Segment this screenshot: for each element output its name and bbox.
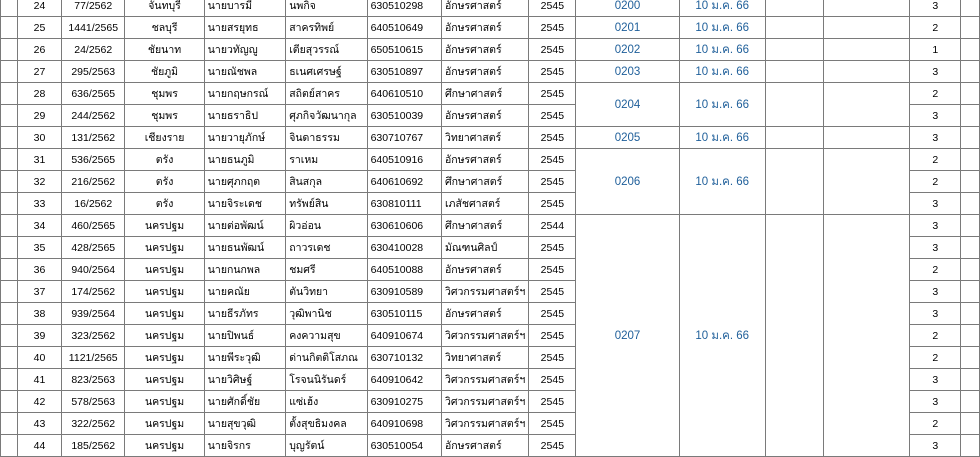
count: 3	[910, 435, 961, 457]
blank-cell	[765, 0, 823, 17]
province: นครปฐม	[125, 391, 204, 413]
faculty: อักษรศาสตร์	[441, 17, 528, 39]
group-date: 10 ม.ค. 66	[679, 61, 765, 83]
group-code: 0200	[576, 0, 679, 17]
blank-cell	[1, 325, 18, 347]
birth-year: 2545	[529, 39, 576, 61]
student-id: 630910589	[367, 281, 441, 303]
student-id: 630510039	[367, 105, 441, 127]
first-name: นายกฤษกรณ์	[204, 83, 285, 105]
case-number: 1121/2565	[62, 347, 125, 369]
count: 3	[910, 369, 961, 391]
first-name: นายณัชพล	[204, 61, 285, 83]
count: 3	[910, 215, 961, 237]
last-name: ผิวอ่อน	[286, 215, 367, 237]
faculty: วิศวกรรมศาสตร์ฯ	[441, 281, 528, 303]
blank-cell	[1, 127, 18, 149]
group-code: 0206	[576, 149, 679, 215]
last-name: ตั้งสุขธิมงคล	[286, 413, 367, 435]
province: ชุมพร	[125, 105, 204, 127]
faculty: วิศวกรรมศาสตร์ฯ	[441, 391, 528, 413]
blank-cell	[961, 61, 980, 83]
blank-cell	[961, 171, 980, 193]
row-number: 25	[17, 17, 61, 39]
province: ชลบุรี	[125, 17, 204, 39]
case-number: 578/2563	[62, 391, 125, 413]
blank-cell	[961, 303, 980, 325]
count: 3	[910, 237, 961, 259]
blank-cell	[1, 347, 18, 369]
row-number: 31	[17, 149, 61, 171]
case-number: 174/2562	[62, 281, 125, 303]
first-name: นายต่อพัฒน์	[204, 215, 285, 237]
first-name: นายปิพนธ์	[204, 325, 285, 347]
blank-cell	[1, 369, 18, 391]
blank-cell	[961, 127, 980, 149]
blank-cell	[765, 127, 823, 149]
last-name: ชมศรี	[286, 259, 367, 281]
count: 3	[910, 61, 961, 83]
province: นครปฐม	[125, 347, 204, 369]
student-id: 640510088	[367, 259, 441, 281]
count: 3	[910, 281, 961, 303]
blank-cell	[765, 17, 823, 39]
row-number: 26	[17, 39, 61, 61]
birth-year: 2545	[529, 435, 576, 457]
blank-cell	[1, 105, 18, 127]
birth-year: 2545	[529, 105, 576, 127]
first-name: นายบารมี	[204, 0, 285, 17]
case-number: 536/2565	[62, 149, 125, 171]
province: ชัยนาท	[125, 39, 204, 61]
table-row	[1, 215, 980, 237]
province: ตรัง	[125, 193, 204, 215]
faculty: อักษรศาสตร์	[441, 303, 528, 325]
row-number: 30	[17, 127, 61, 149]
first-name: นายสุขวุฒิ	[204, 413, 285, 435]
birth-year: 2545	[529, 149, 576, 171]
group-date: 10 ม.ค. 66	[679, 17, 765, 39]
table-row	[1, 83, 980, 105]
faculty: อักษรศาสตร์	[441, 0, 528, 17]
faculty: เภสัชศาสตร์	[441, 193, 528, 215]
birth-year: 2545	[529, 303, 576, 325]
province: นครปฐม	[125, 413, 204, 435]
row-number: 34	[17, 215, 61, 237]
province: นครปฐม	[125, 215, 204, 237]
group-date: 10 ม.ค. 66	[679, 149, 765, 215]
faculty: อักษรศาสตร์	[441, 259, 528, 281]
count: 2	[910, 83, 961, 105]
row-number: 39	[17, 325, 61, 347]
province: เชียงราย	[125, 127, 204, 149]
faculty: ศึกษาศาสตร์	[441, 83, 528, 105]
first-name: นายศักดิ์ชัย	[204, 391, 285, 413]
group-code: 0204	[576, 83, 679, 127]
birth-year: 2545	[529, 369, 576, 391]
first-name: นายธนพัฒน์	[204, 237, 285, 259]
count: 3	[910, 303, 961, 325]
first-name: นายพีระวุฒิ	[204, 347, 285, 369]
case-number: 460/2565	[62, 215, 125, 237]
student-id: 640610692	[367, 171, 441, 193]
case-number: 323/2562	[62, 325, 125, 347]
faculty: อักษรศาสตร์	[441, 149, 528, 171]
first-name: นายธราธิป	[204, 105, 285, 127]
case-number: 244/2562	[62, 105, 125, 127]
last-name: โรจนนิรันดร์	[286, 369, 367, 391]
group-code: 0202	[576, 39, 679, 61]
blank-cell	[1, 39, 18, 61]
blank-cell	[1, 281, 18, 303]
first-name: นายกนกพล	[204, 259, 285, 281]
faculty: อักษรศาสตร์	[441, 61, 528, 83]
case-number: 216/2562	[62, 171, 125, 193]
student-id: 630510054	[367, 435, 441, 457]
province: ตรัง	[125, 171, 204, 193]
faculty: อักษรศาสตร์	[441, 39, 528, 61]
case-number: 131/2562	[62, 127, 125, 149]
blank-cell	[1, 259, 18, 281]
case-number: 16/2562	[62, 193, 125, 215]
blank-cell	[961, 347, 980, 369]
faculty: วิทยาศาสตร์	[441, 127, 528, 149]
count: 3	[910, 193, 961, 215]
blank-cell	[824, 149, 910, 215]
case-number: 823/2563	[62, 369, 125, 391]
group-date: 10 ม.ค. 66	[679, 0, 765, 17]
blank-cell	[1, 391, 18, 413]
case-number: 636/2565	[62, 83, 125, 105]
blank-cell	[1, 435, 18, 457]
row-number: 24	[17, 0, 61, 17]
student-id: 640910698	[367, 413, 441, 435]
blank-cell	[765, 215, 823, 457]
blank-cell	[1, 237, 18, 259]
last-name: สาครทิพย์	[286, 17, 367, 39]
row-number: 29	[17, 105, 61, 127]
birth-year: 2545	[529, 193, 576, 215]
row-number: 42	[17, 391, 61, 413]
last-name: จินดาธรรม	[286, 127, 367, 149]
student-id: 640510916	[367, 149, 441, 171]
blank-cell	[1, 83, 18, 105]
table-row	[1, 0, 980, 17]
table-row	[1, 61, 980, 83]
blank-cell	[1, 0, 18, 17]
blank-cell	[961, 17, 980, 39]
blank-cell	[824, 0, 910, 17]
blank-cell	[961, 325, 980, 347]
blank-cell	[961, 259, 980, 281]
row-number: 38	[17, 303, 61, 325]
student-id: 630410028	[367, 237, 441, 259]
case-number: 428/2565	[62, 237, 125, 259]
blank-cell	[961, 281, 980, 303]
student-id: 630710767	[367, 127, 441, 149]
case-number: 295/2563	[62, 61, 125, 83]
blank-cell	[824, 17, 910, 39]
first-name: นายจิรกร	[204, 435, 285, 457]
count: 2	[910, 413, 961, 435]
student-id: 630510115	[367, 303, 441, 325]
faculty: วิทยาศาสตร์	[441, 347, 528, 369]
blank-cell	[961, 391, 980, 413]
birth-year: 2544	[529, 215, 576, 237]
birth-year: 2545	[529, 0, 576, 17]
row-number: 28	[17, 83, 61, 105]
blank-cell	[961, 215, 980, 237]
blank-cell	[1, 61, 18, 83]
table-row	[1, 127, 980, 149]
blank-cell	[1, 193, 18, 215]
province: ตรัง	[125, 149, 204, 171]
student-id: 640510649	[367, 17, 441, 39]
last-name: ตันวิทยา	[286, 281, 367, 303]
faculty: วิศวกรรมศาสตร์ฯ	[441, 413, 528, 435]
first-name: นายธีรภัทร	[204, 303, 285, 325]
last-name: คงความสุข	[286, 325, 367, 347]
row-number: 43	[17, 413, 61, 435]
blank-cell	[824, 83, 910, 127]
table-row	[1, 39, 980, 61]
count: 3	[910, 105, 961, 127]
case-number: 322/2562	[62, 413, 125, 435]
last-name: ทรัพย์สิน	[286, 193, 367, 215]
student-id: 640610510	[367, 83, 441, 105]
count: 2	[910, 259, 961, 281]
blank-cell	[1, 303, 18, 325]
group-code: 0203	[576, 61, 679, 83]
province: นครปฐม	[125, 303, 204, 325]
first-name: นายวิศิษฐ์	[204, 369, 285, 391]
blank-cell	[961, 237, 980, 259]
group-code: 0205	[576, 127, 679, 149]
row-number: 44	[17, 435, 61, 457]
blank-cell	[1, 413, 18, 435]
birth-year: 2545	[529, 237, 576, 259]
blank-cell	[961, 149, 980, 171]
blank-cell	[824, 39, 910, 61]
last-name: บุญรัตน์	[286, 435, 367, 457]
row-number: 36	[17, 259, 61, 281]
case-number: 940/2564	[62, 259, 125, 281]
blank-cell	[961, 0, 980, 17]
table-row	[1, 17, 980, 39]
count: 3	[910, 0, 961, 17]
first-name: นายคณัย	[204, 281, 285, 303]
birth-year: 2545	[529, 259, 576, 281]
blank-cell	[765, 61, 823, 83]
student-id: 630910275	[367, 391, 441, 413]
student-id: 630810111	[367, 193, 441, 215]
last-name: ธเนศเศรษฐ์	[286, 61, 367, 83]
last-name: ราเหม	[286, 149, 367, 171]
blank-cell	[961, 39, 980, 61]
province: นครปฐม	[125, 259, 204, 281]
table-row	[1, 149, 980, 171]
student-id: 630610606	[367, 215, 441, 237]
birth-year: 2545	[529, 127, 576, 149]
last-name: สินสกุล	[286, 171, 367, 193]
blank-cell	[961, 193, 980, 215]
blank-cell	[1, 17, 18, 39]
last-name: ด่านกิตติโสภณ	[286, 347, 367, 369]
blank-cell	[824, 215, 910, 457]
group-code: 0201	[576, 17, 679, 39]
group-date: 10 ม.ค. 66	[679, 215, 765, 457]
province: นครปฐม	[125, 369, 204, 391]
row-number: 32	[17, 171, 61, 193]
blank-cell	[961, 413, 980, 435]
blank-cell	[961, 369, 980, 391]
row-number: 37	[17, 281, 61, 303]
first-name: นายวายุภักษ์	[204, 127, 285, 149]
count: 3	[910, 127, 961, 149]
blank-cell	[765, 149, 823, 215]
birth-year: 2545	[529, 325, 576, 347]
province: จันทบุรี	[125, 0, 204, 17]
student-id: 630510897	[367, 61, 441, 83]
province: ชุมพร	[125, 83, 204, 105]
blank-cell	[824, 127, 910, 149]
province: นครปฐม	[125, 435, 204, 457]
case-number: 185/2562	[62, 435, 125, 457]
count: 1	[910, 39, 961, 61]
student-id: 630710132	[367, 347, 441, 369]
blank-cell	[765, 39, 823, 61]
group-code: 0207	[576, 215, 679, 457]
province: นครปฐม	[125, 281, 204, 303]
birth-year: 2545	[529, 413, 576, 435]
last-name: ถาวรเดช	[286, 237, 367, 259]
count: 2	[910, 149, 961, 171]
faculty: อักษรศาสตร์	[441, 105, 528, 127]
count: 2	[910, 325, 961, 347]
student-id: 640910642	[367, 369, 441, 391]
count: 2	[910, 171, 961, 193]
faculty: มัณฑนศิลป์	[441, 237, 528, 259]
first-name: นายสรยุทธ	[204, 17, 285, 39]
faculty: วิศวกรรมศาสตร์ฯ	[441, 369, 528, 391]
row-number: 27	[17, 61, 61, 83]
blank-cell	[1, 149, 18, 171]
case-number: 939/2564	[62, 303, 125, 325]
last-name: เตียสุวรรณ์	[286, 39, 367, 61]
blank-cell	[1, 215, 18, 237]
birth-year: 2545	[529, 61, 576, 83]
faculty: ศึกษาศาสตร์	[441, 215, 528, 237]
group-date: 10 ม.ค. 66	[679, 83, 765, 127]
faculty: อักษรศาสตร์	[441, 435, 528, 457]
row-number: 33	[17, 193, 61, 215]
blank-cell	[961, 105, 980, 127]
faculty: ศึกษาศาสตร์	[441, 171, 528, 193]
first-name: นายจิระเดช	[204, 193, 285, 215]
blank-cell	[961, 435, 980, 457]
first-name: นายธนภูมิ	[204, 149, 285, 171]
student-id: 630510298	[367, 0, 441, 17]
blank-cell	[765, 83, 823, 127]
case-number: 24/2562	[62, 39, 125, 61]
blank-cell	[824, 61, 910, 83]
row-number: 41	[17, 369, 61, 391]
province: ชัยภูมิ	[125, 61, 204, 83]
first-name: นายศุภกฤต	[204, 171, 285, 193]
case-number: 1441/2565	[62, 17, 125, 39]
birth-year: 2545	[529, 17, 576, 39]
birth-year: 2545	[529, 281, 576, 303]
last-name: ศุภกิจวัฒนากุล	[286, 105, 367, 127]
count: 2	[910, 347, 961, 369]
blank-cell	[961, 83, 980, 105]
first-name: นายวทัญญู	[204, 39, 285, 61]
birth-year: 2545	[529, 83, 576, 105]
province: นครปฐม	[125, 237, 204, 259]
last-name: แซ่เฮ้ง	[286, 391, 367, 413]
blank-cell	[1, 171, 18, 193]
faculty: วิศวกรรมศาสตร์ฯ	[441, 325, 528, 347]
row-number: 40	[17, 347, 61, 369]
row-number: 35	[17, 237, 61, 259]
student-id: 650510615	[367, 39, 441, 61]
province: นครปฐม	[125, 325, 204, 347]
birth-year: 2545	[529, 347, 576, 369]
count: 3	[910, 391, 961, 413]
birth-year: 2545	[529, 171, 576, 193]
last-name: นพกิจ	[286, 0, 367, 17]
student-id: 640910674	[367, 325, 441, 347]
group-date: 10 ม.ค. 66	[679, 127, 765, 149]
count: 2	[910, 17, 961, 39]
group-date: 10 ม.ค. 66	[679, 39, 765, 61]
case-number: 77/2562	[62, 0, 125, 17]
last-name: สถิตย์สาคร	[286, 83, 367, 105]
birth-year: 2545	[529, 391, 576, 413]
last-name: วุฒิพานิช	[286, 303, 367, 325]
